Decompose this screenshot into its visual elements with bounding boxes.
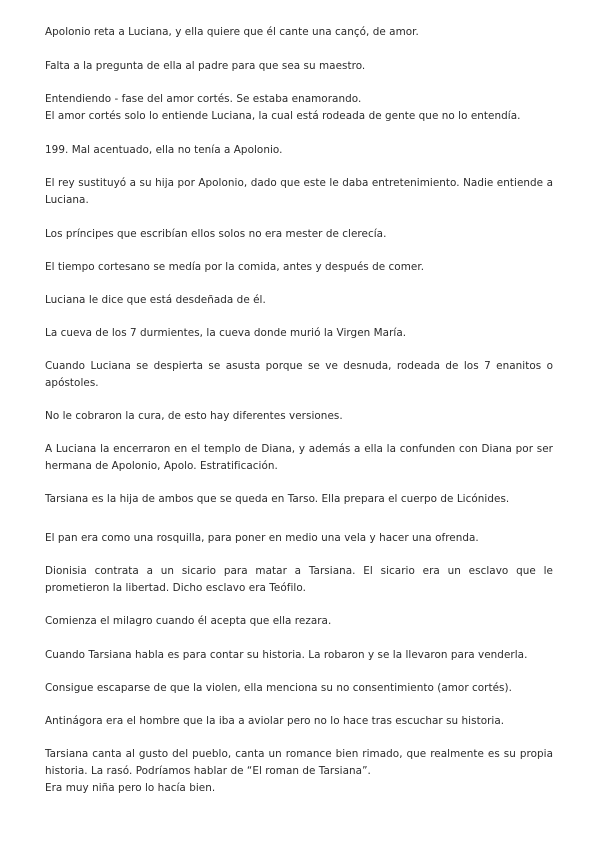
- text-line: Tarsiana canta al gusto del pueblo, canta un romance bien rimado, que realmente es su propia historia. La rasó. Podríamos hablar de “El roman de Tarsiana”.: [45, 748, 553, 777]
- paragraph: [45, 226, 553, 243]
- paragraph: [45, 292, 553, 309]
- paragraph: [45, 58, 553, 75]
- text-line: Comienza el milagro cuando él acepta que ella rezara.: [45, 615, 332, 627]
- text-line: 199. Mal acentuado, ella no tenía a Apolonio.: [45, 144, 283, 156]
- text-line: Cuando Tarsiana habla es para contar su historia. La robaron y se la llevaron para venderla.: [45, 649, 528, 661]
- paragraph: [45, 325, 553, 342]
- text-line: Los príncipes que escribían ellos solos no era mester de clerecía.: [45, 228, 387, 240]
- text-line: El rey sustituyó a su hija por Apolonio, dado que este le daba entretenimiento. Nadie entiende a Luciana.: [45, 177, 553, 206]
- paragraph: [45, 24, 553, 41]
- text-line: El amor cortés solo lo entiende Luciana, la cual está rodeada de gente que no lo entendía.: [45, 110, 521, 122]
- paragraph: [45, 713, 553, 730]
- paragraph: [45, 563, 553, 597]
- paragraph: [45, 259, 553, 276]
- text-line: A Luciana la encerraron en el templo de Diana, y además a ella la confunden con Diana por ser hermana de Apolonio, Apolo. Estratificación.: [45, 443, 553, 472]
- text-line: La cueva de los 7 durmientes, la cueva donde murió la Virgen María.: [45, 327, 407, 339]
- paragraph: [45, 491, 553, 508]
- text-line: Era muy niña pero lo hacía bien.: [45, 782, 216, 794]
- text-line: No le cobraron la cura, de esto hay diferentes versiones.: [45, 410, 343, 422]
- paragraph: [45, 175, 553, 209]
- text-line: Dionisia contrata a un sicario para matar a Tarsiana. El sicario era un esclavo que le prometieron la libertad. Dicho esclavo era Teófilo.: [45, 565, 553, 594]
- text-line: El tiempo cortesano se medía por la comida, antes y después de comer.: [45, 261, 425, 273]
- paragraph: [45, 647, 553, 664]
- paragraph: [45, 358, 553, 392]
- text-line: Entendiendo - fase del amor cortés. Se estaba enamorando.: [45, 93, 362, 105]
- text-line: Consigue escaparse de que la violen, ella menciona su no consentimiento (amor cortés).: [45, 682, 512, 694]
- paragraph: [45, 91, 553, 125]
- paragraph: [45, 746, 553, 797]
- text-line: Antinágora era el hombre que la iba a aviolar pero no lo hace tras escuchar su historia.: [45, 715, 505, 727]
- paragraph: [45, 613, 553, 630]
- text-line: Cuando Luciana se despierta se asusta porque se ve desnuda, rodeada de los 7 enanitos o apóstoles.: [45, 360, 553, 389]
- paragraph: [45, 441, 553, 475]
- text-line: Luciana le dice que está desdeñada de él.: [45, 294, 266, 306]
- paragraph: [45, 408, 553, 425]
- text-line: Tarsiana es la hija de ambos que se queda en Tarso. Ella prepara el cuerpo de Licónides.: [45, 493, 510, 505]
- paragraph: [45, 680, 553, 697]
- paragraph: [45, 530, 553, 547]
- text-line: Apolonio reta a Luciana, y ella quiere que él cante una cançó, de amor.: [45, 26, 419, 38]
- paragraph: [45, 142, 553, 159]
- text-line: El pan era como una rosquilla, para poner en medio una vela y hacer una ofrenda.: [45, 532, 479, 544]
- text-line: Falta a la pregunta de ella al padre para que sea su maestro.: [45, 60, 366, 72]
